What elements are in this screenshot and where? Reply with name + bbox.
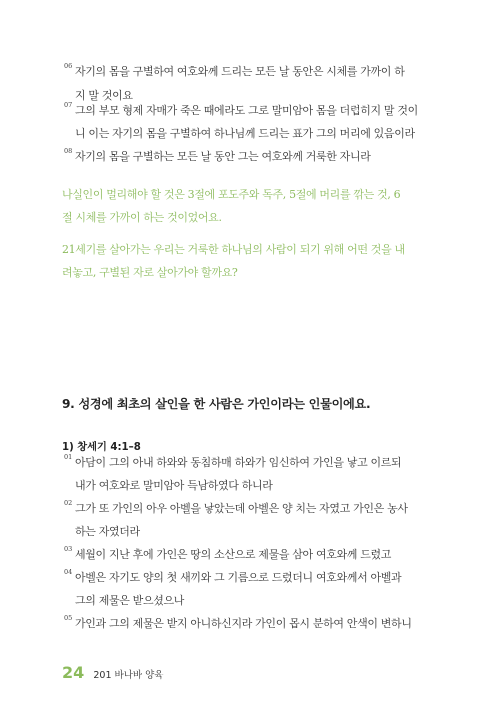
commentary-line: 려놓고, 구별된 자로 살아가야 할까요? (62, 266, 238, 279)
verse-line: 자기의 몸을 구별하는 모든 날 동안 그는 여호와께 거룩한 자니라 (75, 150, 371, 163)
verse-number: 06 (64, 62, 73, 70)
verse-line: 내가 여호와로 말미암아 득남하였다 하니라 (75, 479, 273, 492)
verse-number: 02 (64, 499, 73, 507)
verse-number: 07 (64, 101, 73, 109)
section-heading: 9. 성경에 최초의 살인을 한 사람은 가인이라는 인물이에요. (62, 397, 371, 411)
verse-line: 세월이 지난 후에 가인은 땅의 소산으로 제물을 삼아 여호와께 드렸고 (75, 548, 392, 561)
verse-line: 지 말 것이요 (75, 89, 133, 102)
verse-line: 그의 제물은 받으셨으나 (75, 594, 185, 607)
commentary-line: 21세기를 살아가는 우리는 거룩한 하나님의 사람이 되기 위해 어떤 것을 내 (62, 243, 405, 256)
verse-line: 그의 부모 형제 자매가 죽은 때에라도 그로 말미암아 몸을 더럽히지 말 것이 (75, 104, 418, 117)
commentary-line: 절 시체를 가까이 하는 것이었어요. (62, 211, 222, 224)
verse-line: 아담이 그의 아내 하와와 동침하매 하와가 임신하여 가인을 낳고 이르되 (75, 456, 402, 469)
verse-line: 자기의 몸을 구별하여 여호와께 드리는 모든 날 동안은 시체를 가까이 하 (75, 65, 405, 78)
verse-number: 03 (64, 545, 73, 553)
verse-line: 니 이는 자기의 몸을 구별하여 하나님께 드리는 표가 그의 머리에 있음이라 (75, 127, 415, 140)
page-number: 24 (62, 663, 85, 682)
verse-number: 01 (64, 453, 73, 461)
book-title: 201 바나바 양육 (93, 670, 164, 681)
verse-number: 08 (64, 147, 73, 155)
verse-line: 아벨은 자기도 양의 첫 새끼와 그 기름으로 드렸더니 여호와께서 아벨과 (75, 571, 402, 584)
verse-line: 그가 또 가인의 아우 아벨을 낳았는데 아벨은 양 치는 자였고 가인은 농사 (75, 502, 408, 515)
verse-number: 04 (64, 568, 73, 576)
verse-line: 하는 자였더라 (75, 525, 140, 538)
commentary-line: 나실인이 멀리해야 할 것은 3절에 포도주와 독주, 5절에 머리를 깎는 것, 6 (62, 188, 401, 201)
page-footer (62, 663, 163, 682)
verse-number: 05 (64, 614, 73, 622)
passage-reference: 1) 창세기 4:1–8 (62, 442, 141, 453)
verse-line: 가인과 그의 제물은 받지 아니하신지라 가인이 몹시 분하여 안색이 변하니 (75, 617, 412, 630)
